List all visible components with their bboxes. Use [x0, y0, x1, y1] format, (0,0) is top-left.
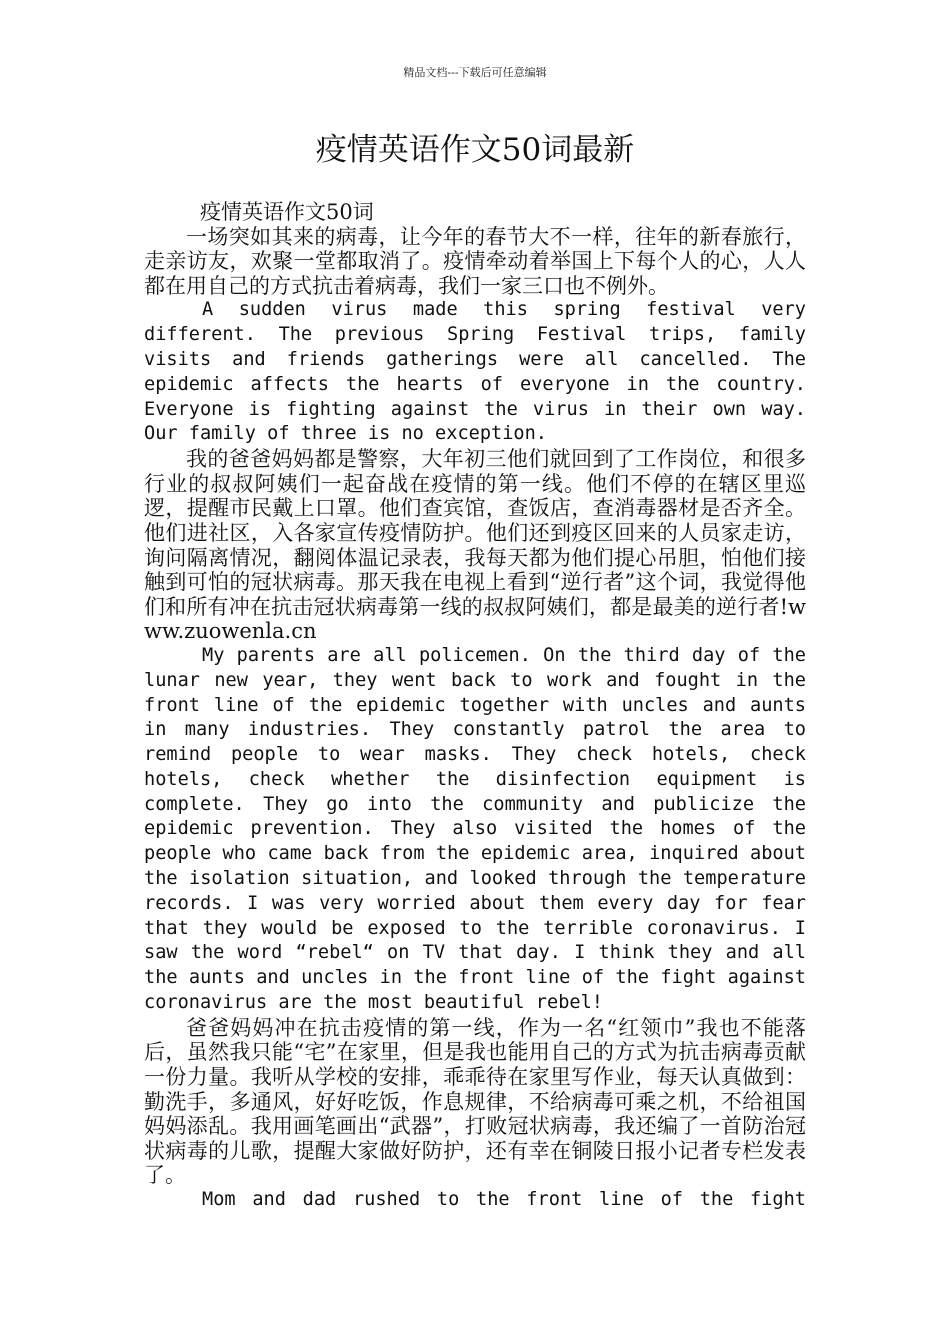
chinese-paragraph-3: 爸爸妈妈冲在抗击疫情的第一线，作为一名“红领巾”我也不能落后，虽然我只能“宅”在家里，但是我也能用自己的方式为抗击病毒贡献一份力量。我听从学校的安排，乖乖待在家里写作业，每天认真做到：勤洗手，多通风，好好吃饭，作息规律，不给病毒可乘之机，不给祖国妈妈添乱。我用画笔画出“武器”，打败冠状病毒，我还编了一首防治冠状病毒的儿歌，提醒大家做好防护，还有幸在铜陵日报小记者专栏发表了。 [144, 1015, 806, 1188]
subtitle-paragraph: 疫情英语作文50词 [200, 200, 374, 224]
chinese-paragraph-2: 我的爸爸妈妈都是警察，大年初三他们就回到了工作岗位，和很多行业的叔叔阿姨们一起奋战在疫情的第一线。他们不停的在辖区里巡逻，提醒市民戴上口罩。他们查宾馆，查饭店，查消毒器材是否齐全。他们进社区，入各家宣传疫情防护。他们还到疫区回来的人员家走访，询问隔离情况，翻阅体温记录表，我每天都为他们提心吊胆，怕他们接触到可怕的冠状病毒。那天我在电视上看到“逆行者”这个词，我觉得他们和所有冲在抗击冠状病毒第一线的叔叔阿姨们，都是最美的逆行者!www.zuowenla.cn [144, 447, 806, 644]
english-paragraph-3: Mom and dad rushed to the front line of the fight [202, 1189, 806, 1211]
chinese-paragraph-1: 一场突如其来的病毒，让今年的春节大不一样，往年的新春旅行，走亲访友，欢聚一堂都取消了。疫情牵动着举国上下每个人的心，人人都在用自己的方式抗击着病毒，我们一家三口也不例外。 [144, 224, 806, 298]
document-body [144, 200, 806, 1213]
english-paragraph-1: A sudden virus made this spring festival very different. The previous Spring Festival trips, family visits and friends gatherings were all cancelled. The epidemic affects the hearts of everyone in the country. Everyone is fighting against the virus in their own way. Our family of three is no exception. [144, 299, 806, 445]
document-title: 疫情英语作文50词最新 [315, 132, 635, 168]
page-header: 精品文档---下载后可任意编辑 [403, 66, 547, 79]
english-paragraph-2: My parents are all policemen. On the third day of the lunar new year, they went back to work and fought in the front line of the epidemic together with uncles and aunts in many industries. They constantly patrol the area to remind people to wear masks. They check hotels, check hotels, check whether the disinfection equipment is complete. They go into the community and publicize the epidemic prevention. They also visited the homes of the people who came back from the epidemic area, inquired about the isolation situation, and looked through the temperature records. I was very worried about them every day for fear that they would be exposed to the terrible coronavirus. I saw the word “rebel“ on TV that day. I think they and all the aunts and uncles in the front line of the fight against coronavirus are the most beautiful rebel! [144, 644, 806, 1014]
